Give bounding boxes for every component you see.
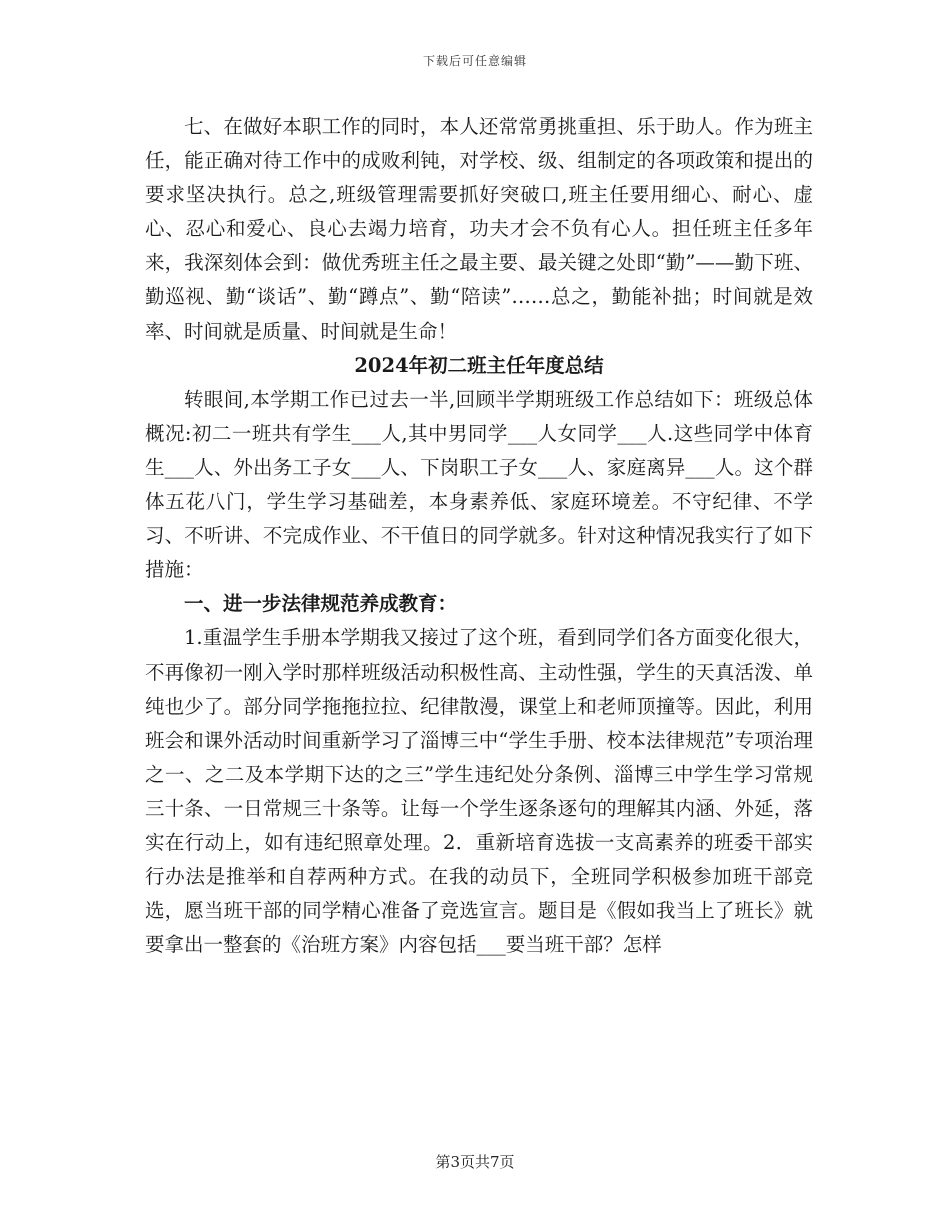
- page-header: 下载后可任意编辑: [422, 54, 527, 68]
- paragraph-class-overview: 转眼间,本学期工作已过去一半,回顾半学期班级工作总结如下：班级总体概况:初二一班共有学生___人,其中男同学___人女同学___人.这些同学中体育生___人、外出务工子女___人、下岗职工子女___人、家庭离异___人。这个群体五花八门，学生学习基础差，本身素养低、家庭环境差。不守纪律、不学习、不听讲、不完成作业、不干值日的同学就多。针对这种情况我实行了如下措施：: [145, 387, 813, 582]
- paragraph-measures: 1.重温学生手册本学期我又接过了这个班，看到同学们各方面变化很大，不再像初一刚入学时那样班级活动积极性高、主动性强，学生的天真活泼、单纯也少了。部分同学拖拖拉拉、纪律散漫，课堂上和老师顶撞等。因此，利用班会和课外活动时间重新学习了淄博三中“学生手册、校本法律规范”专项治理之一、之二及本学期下达的之三”学生违纪处分条例、淄博三中学生学习常规三十条、一日常规三十条等。让每一个学生逐条逐句的理解其内涵、外延，落实在行动上，如有违纪照章处理。2．重新培育选拔一支高素养的班委干部实行办法是推举和自荐两种方式。在我的动员下，全班同学积极参加班干部竞选，愿当班干部的同学精心准备了竞选宣言。题目是《假如我当上了班长》就要拿出一整套的《治班方案》内容包括___要当班干部？怎样: [145, 626, 813, 957]
- page-footer: 第3页共7页: [435, 1153, 515, 1171]
- document-title: 2024年初二班主任年度总结: [354, 353, 604, 377]
- document-body: [145, 110, 813, 962]
- paragraph-summary-conclusion: 七、在做好本职工作的同时，本人还常常勇挑重担、乐于助人。作为班主任，能正确对待工作中的成败利钝，对学校、级、组制定的各项政策和提出的要求坚决执行。总之,班级管理需要抓好突破口,班主任要用细心、耐心、虚心、忍心和爱心、良心去竭力培育，功夫才会不负有心人。担任班主任多年来，我深刻体会到：做优秀班主任之最主要、最关键之处即“勤”——勤下班、勤巡视、勤“谈话”、勤“蹲点”、勤“陪读”……总之，勤能补拙；时间就是效率、时间就是质量、时间就是生命！: [145, 115, 813, 343]
- section-heading-1: 一、进一步法律规范养成教育：: [184, 592, 458, 616]
